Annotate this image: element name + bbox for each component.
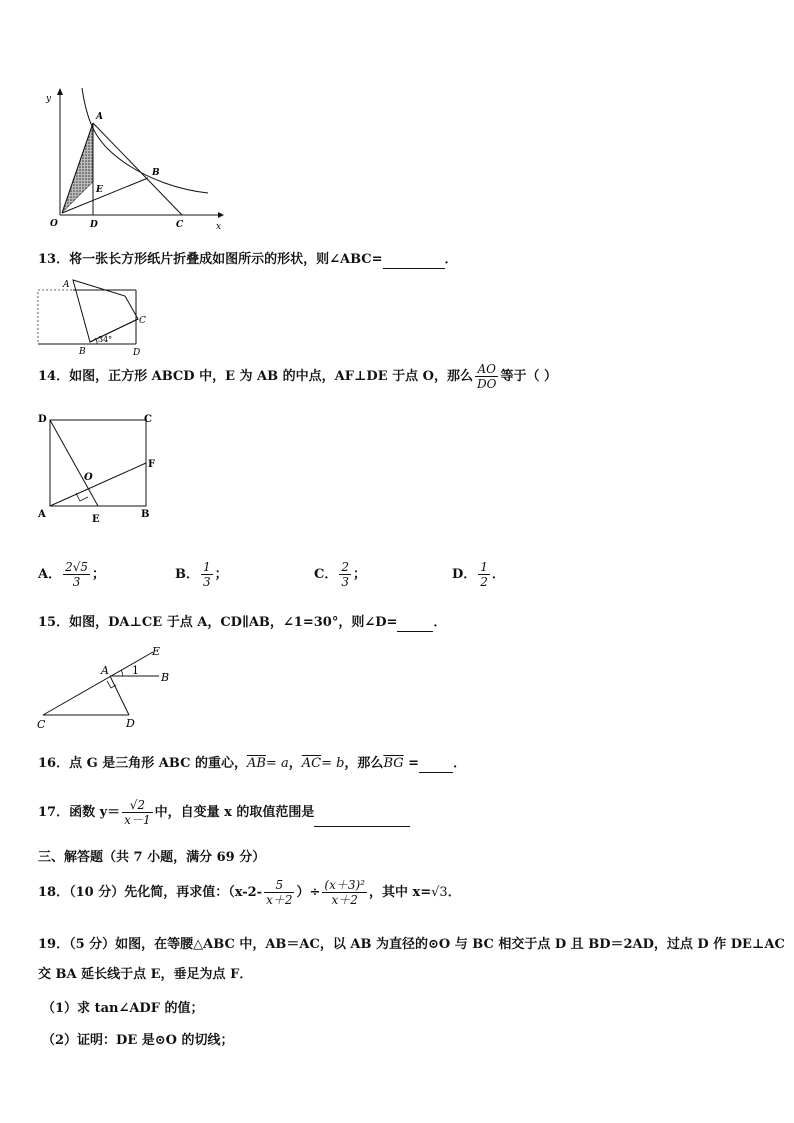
q15-text: 15．如图，DA⊥CE 于点 A，CD∥AB，∠1=30°，则∠D= xyxy=(38,615,398,630)
option-c-letter: C． xyxy=(314,567,338,582)
q16-eq2: = b xyxy=(321,756,345,771)
option-c-fraction: $\frac{2}{3}$ xyxy=(341,560,349,589)
axis-x-label: x xyxy=(216,222,222,232)
point-E-label: E xyxy=(96,185,103,195)
q15-angle-1: 1 xyxy=(132,664,139,677)
q13-end: ． xyxy=(444,252,458,267)
point-C-label: C xyxy=(176,220,184,230)
q12-graph-figure xyxy=(40,85,230,235)
option-d-end: ． xyxy=(491,567,505,582)
q16-end: ． xyxy=(453,756,467,771)
point-O-label: O xyxy=(50,219,58,229)
q15-point-C: C xyxy=(37,718,46,731)
q17-fraction: $\frac{√2}{x-1}$ xyxy=(124,798,151,827)
q18-text-c: ，其中 x= xyxy=(368,885,432,900)
q13-point-C: C xyxy=(139,316,146,326)
q13-angle-label: 34° xyxy=(98,335,113,344)
q19-part-2: （2）证明：DE 是⊙O 的切线； xyxy=(42,1033,234,1048)
q19-line-2: 交 BA 延长线于点 E，垂足为点 F． xyxy=(38,967,253,982)
q16-eq1: = a xyxy=(265,756,289,771)
question-14 xyxy=(38,362,557,391)
point-B-label: B xyxy=(152,168,160,178)
point-A-label: A xyxy=(96,112,103,122)
q14-square-figure xyxy=(35,408,165,528)
q16-answer-blank xyxy=(419,754,453,773)
q15-point-D: D xyxy=(126,717,135,730)
q15-point-A: A xyxy=(101,664,109,677)
option-b-end: ； xyxy=(214,567,228,582)
q18-text-a: 18．（10 分）先化简，再求值：（x-2- xyxy=(38,885,263,900)
option-d-fraction: $\frac{1}{2}$ xyxy=(480,560,488,589)
vector-BG: $\overline{BG}$ xyxy=(383,756,404,771)
q15-point-B: B xyxy=(161,671,170,684)
q13-point-B: B xyxy=(79,347,86,357)
q14-option-c[interactable] xyxy=(314,560,366,589)
q13-text: 13．将一张长方形纸片折叠成如图所示的形状，则∠ABC= xyxy=(38,252,383,267)
question-18 xyxy=(38,878,461,907)
q18-sqrt3: √3 xyxy=(431,885,448,900)
q14-point-F: F xyxy=(148,459,156,470)
q14-point-A: A xyxy=(38,509,46,520)
q16-text-a: 16．点 G 是三角形 ABC 的重心， xyxy=(38,756,247,771)
q13-fold-figure xyxy=(35,272,160,360)
question-17 xyxy=(38,798,410,827)
q14-option-a[interactable] xyxy=(38,560,105,589)
option-a-end: ； xyxy=(92,567,106,582)
vector-AC: $\overline{AC}$ xyxy=(301,756,322,771)
option-b-letter: B． xyxy=(175,567,199,582)
point-D-label: D xyxy=(90,220,98,230)
option-d-letter: D． xyxy=(452,567,477,582)
q16-eq-sign: = xyxy=(408,756,420,771)
section-3-heading: 三、解答题（共 7 小题，满分 69 分） xyxy=(38,850,266,865)
q17-text-a: 17．函数 y＝ xyxy=(38,805,121,820)
question-13 xyxy=(38,250,458,269)
option-a-letter: A． xyxy=(38,567,62,582)
option-a-fraction: $\frac{2√5}{3}$ xyxy=(65,560,89,589)
option-c-end: ； xyxy=(353,567,367,582)
q13-answer-blank xyxy=(383,250,445,269)
q15-point-E: E xyxy=(152,645,161,658)
q14-point-C: C xyxy=(144,414,152,425)
question-16 xyxy=(38,754,466,773)
q14-fraction: $\frac{AO}{DO}$ xyxy=(477,362,497,391)
q13-point-D: D xyxy=(133,348,141,358)
q17-text-b: 中，自变量 x 的取值范围是 xyxy=(154,805,315,820)
q16-text-b: ，那么 xyxy=(344,756,384,771)
q18-end: ． xyxy=(447,885,461,900)
q17-answer-blank xyxy=(314,808,410,827)
option-b-fraction: $\frac{1}{3}$ xyxy=(203,560,211,589)
q15-answer-blank xyxy=(397,613,433,632)
q16-sep: ， xyxy=(288,756,302,771)
q18-fraction-1: $\frac{5}{x+2}$ xyxy=(266,878,293,907)
q14-option-d[interactable] xyxy=(452,560,505,589)
vector-AB: $\overline{AB}$ xyxy=(246,756,266,771)
q14-point-E: E xyxy=(92,514,100,525)
q18-fraction-2: $\frac{\text{(x＋3)²}}{x+2}$ xyxy=(324,878,365,907)
q19-part-1: （1）求 tan∠ADF 的值； xyxy=(42,1001,204,1016)
q14-option-b[interactable] xyxy=(175,560,228,589)
q18-text-b: ）÷ xyxy=(296,885,321,900)
q15-end: ． xyxy=(433,615,447,630)
q14-text-a: 14．如图，正方形 ABCD 中，E 为 AB 的中点，AF⊥DE 于点 O，那么 xyxy=(38,369,473,384)
axis-y-label: y xyxy=(46,94,52,104)
q14-text-b: 等于（ ） xyxy=(500,369,557,384)
q14-point-B: B xyxy=(141,509,150,520)
q19-line-1: 19．（5 分）如图，在等腰△ABC 中，AB＝AC，以 AB 为直径的⊙O 与 BC 相交于点 D 且 BD＝2AD，过点 D 作 DE⊥AC xyxy=(38,937,785,952)
q13-point-A: A xyxy=(63,280,70,290)
q14-point-O: O xyxy=(84,472,93,483)
q14-point-D: D xyxy=(38,414,47,425)
q15-figure xyxy=(35,643,180,733)
question-15 xyxy=(38,613,446,632)
